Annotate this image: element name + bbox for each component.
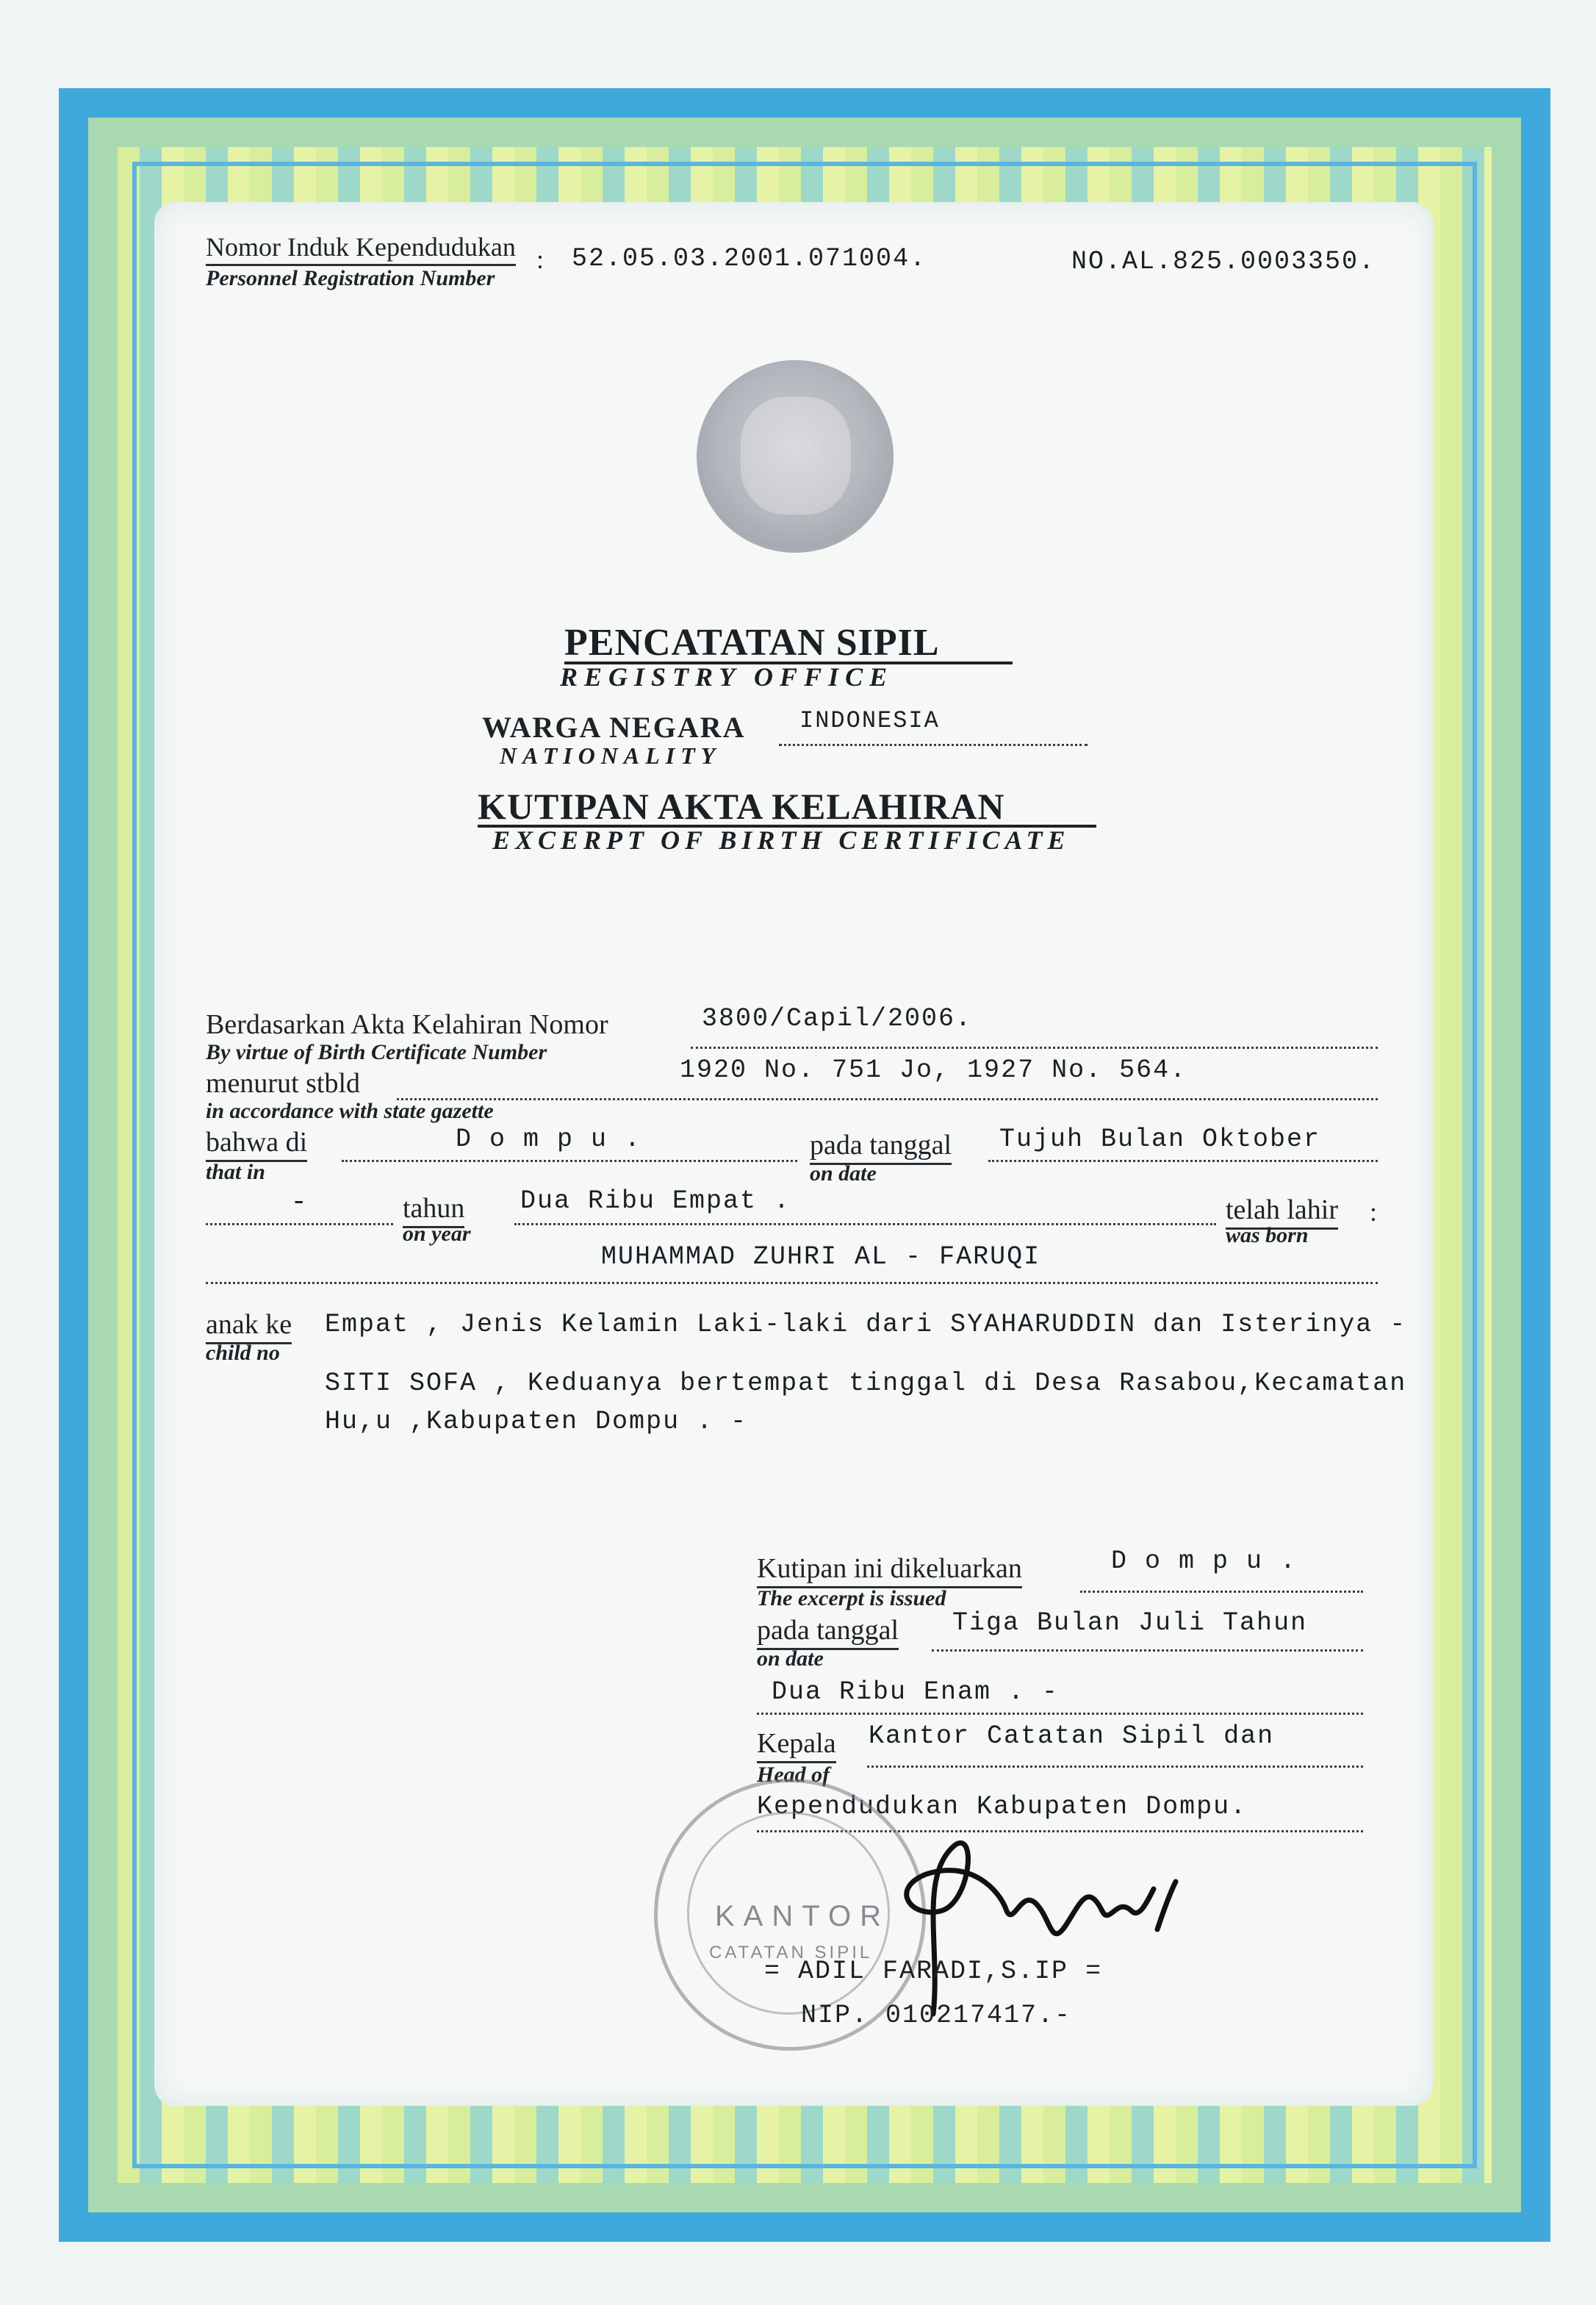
pada-tanggal-label-en: on date xyxy=(810,1161,877,1186)
telah-lahir-colon: : xyxy=(1370,1197,1378,1227)
issue-date-line-1: Tiga Bulan Juli Tahun xyxy=(952,1608,1308,1638)
official-name: = ADIL FARADI,S.IP = xyxy=(764,1957,1103,1986)
menurut-label: menurut stbld xyxy=(206,1068,361,1099)
year-dash: - xyxy=(294,1183,304,1216)
telah-lahir-label-en: was born xyxy=(1226,1223,1309,1247)
registration-label: Nomor Induk Kependudukan xyxy=(206,232,516,266)
birth-date: Tujuh Bulan Oktober xyxy=(999,1125,1321,1154)
registration-number: 52.05.03.2001.071004. xyxy=(572,244,927,273)
issued-label: Kutipan ini dikeluarkan xyxy=(757,1552,1022,1588)
nationality-label: WARGA NEGARA xyxy=(482,711,746,744)
bahwa-label: bahwa di xyxy=(206,1126,307,1162)
tahun-label: tahun xyxy=(403,1192,464,1228)
stamp-subtext: CATATAN SIPIL xyxy=(709,1943,873,1962)
dash-dots xyxy=(206,1223,393,1225)
state-gazette-value: 1920 No. 751 Jo, 1927 No. 564. xyxy=(680,1055,1187,1085)
kepala-label-en: Head of xyxy=(757,1763,830,1787)
child-detail-line-1: Empat , Jenis Kelamin Laki-laki dari SYAHARUDDIN dan Isterinya - xyxy=(325,1310,1407,1339)
stamp-text: KANTOR xyxy=(715,1900,890,1932)
registration-label-en: Personnel Registration Number xyxy=(206,266,495,290)
child-name: MUHAMMAD ZUHRI AL - FARUQI xyxy=(601,1242,1041,1272)
office-name-line-2: Kependudukan Kabupaten Dompu. xyxy=(757,1792,1248,1821)
issue-date-dots-1 xyxy=(932,1649,1363,1652)
office-dots-1 xyxy=(867,1766,1363,1768)
issue-date-label-en: on date xyxy=(757,1646,824,1671)
place-dots xyxy=(342,1160,797,1162)
birth-place: D o m p u . xyxy=(456,1125,642,1154)
official-nip: NIP. 010217417.- xyxy=(801,2001,1072,2030)
bahwa-label-en: that in xyxy=(206,1160,265,1184)
office-heading-en: REGISTRY OFFICE xyxy=(560,662,894,692)
certificate-title: KUTIPAN AKTA KELAHIRAN xyxy=(478,786,1005,827)
tahun-label-en: on year xyxy=(403,1222,471,1246)
certificate-number: NO.AL.825.0003350. xyxy=(1071,247,1376,276)
berdasarkan-label: Berdasarkan Akta Kelahiran Nomor xyxy=(206,1009,608,1040)
date-dots xyxy=(988,1160,1378,1162)
telah-lahir-label: telah lahir xyxy=(1226,1194,1338,1230)
birth-certificate-number: 3800/Capil/2006. xyxy=(702,1004,973,1033)
berdasarkan-label-en: By virtue of Birth Certificate Number xyxy=(206,1040,547,1064)
registration-colon: : xyxy=(536,245,544,274)
birth-year: Dua Ribu Empat . xyxy=(520,1186,791,1216)
issue-date-line-2: Dua Ribu Enam . - xyxy=(772,1677,1060,1707)
nationality-dots xyxy=(779,744,1088,746)
child-detail-line-3: Hu,u ,Kabupaten Dompu . - xyxy=(325,1407,748,1436)
menurut-label-en: in accordance with state gazette xyxy=(206,1099,494,1123)
anak-ke-label-en: child no xyxy=(206,1341,280,1365)
nationality-label-en: NATIONALITY xyxy=(500,742,722,769)
issued-place-dots xyxy=(1080,1591,1363,1593)
certificate-title-en: EXCERPT OF BIRTH CERTIFICATE xyxy=(492,825,1071,855)
issue-date-label: pada tanggal xyxy=(757,1614,899,1650)
akta-dots xyxy=(691,1047,1378,1049)
year-dots xyxy=(514,1223,1216,1225)
garuda-seal-emblem xyxy=(697,360,894,553)
office-name-line-1: Kantor Catatan Sipil dan xyxy=(869,1721,1275,1751)
office-heading: PENCATATAN SIPIL xyxy=(564,622,940,664)
stbld-dots xyxy=(397,1098,1378,1100)
anak-ke-label: anak ke xyxy=(206,1308,292,1344)
signature xyxy=(830,1801,1212,2021)
issued-label-en: The excerpt is issued xyxy=(757,1586,946,1610)
issued-place: D o m p u . xyxy=(1111,1546,1298,1576)
kepala-label: Kepala xyxy=(757,1727,836,1763)
child-detail-line-2: SITI SOFA , Keduanya bertempat tinggal di Desa Rasabou,Kecamatan xyxy=(325,1369,1407,1398)
pada-tanggal-label: pada tanggal xyxy=(810,1129,952,1165)
nationality-value: INDONESIA xyxy=(799,707,940,734)
name-dots xyxy=(206,1282,1378,1284)
issue-date-dots-2 xyxy=(757,1713,1363,1715)
